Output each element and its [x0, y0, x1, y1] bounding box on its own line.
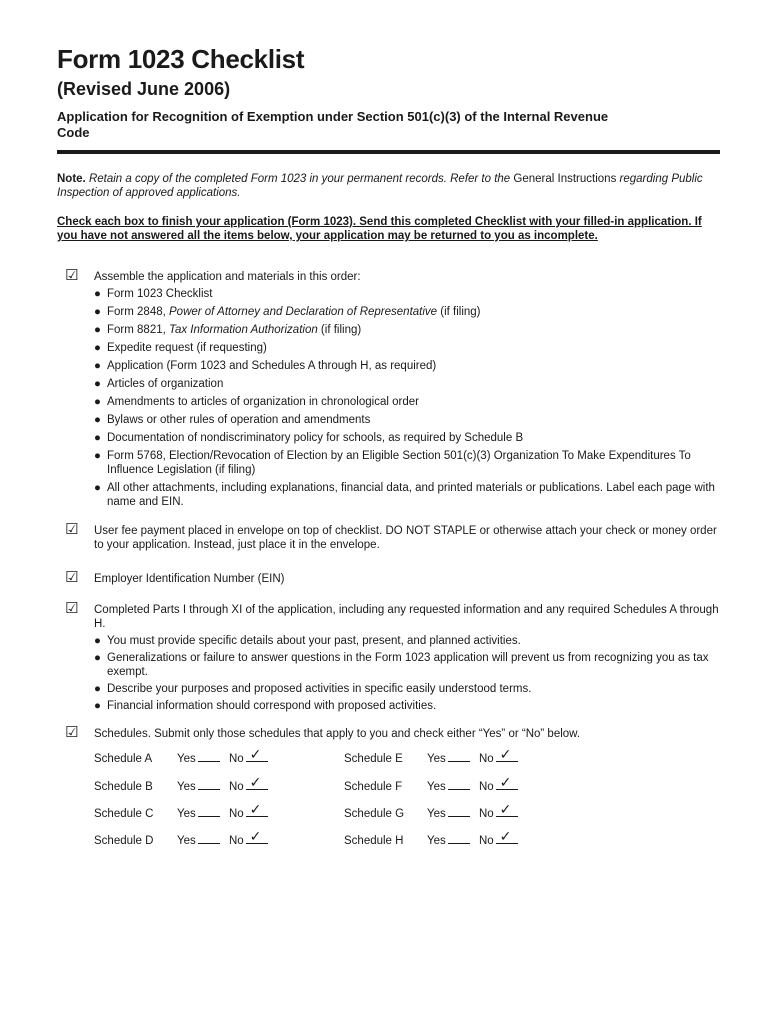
- bullet-icon: ●: [94, 635, 101, 647]
- bullet-icon: ●: [94, 652, 101, 664]
- no-field[interactable]: [496, 828, 518, 844]
- page-title: Form 1023 Checklist: [57, 44, 305, 74]
- yes-field[interactable]: [198, 833, 220, 844]
- note-text-1: Retain a copy of the completed Form 1023 in your permanent records. Refer to the: [88, 173, 511, 185]
- no-field[interactable]: [246, 774, 268, 790]
- no-label: No: [228, 753, 244, 765]
- bullet-icon: ●: [94, 378, 101, 390]
- no-field[interactable]: [496, 774, 518, 790]
- schedule-name: Schedule G: [344, 808, 405, 820]
- bullet-icon: ●: [94, 288, 101, 300]
- checked-box-icon[interactable]: ☑: [65, 267, 79, 284]
- schedule-row-a: [94, 746, 274, 766]
- yes-label: Yes: [177, 808, 196, 820]
- no-label: No: [478, 781, 494, 793]
- yes-label: Yes: [177, 781, 196, 793]
- yes-label: Yes: [427, 781, 446, 793]
- no-label: No: [478, 835, 494, 847]
- checked-box-icon[interactable]: ☑: [65, 569, 79, 586]
- bullet-item: ● Financial information should correspond with proposed activities.: [94, 700, 437, 712]
- note-label: Note.: [57, 173, 86, 185]
- bullet-icon: ●: [94, 360, 101, 372]
- yes-label: Yes: [427, 835, 446, 847]
- bullet-icon: ●: [94, 342, 101, 354]
- no-field[interactable]: [496, 746, 518, 762]
- schedule-row-g: [344, 801, 524, 821]
- bullet-icon: ●: [94, 324, 101, 336]
- check-mark-icon: ✓: [499, 774, 512, 790]
- check-mark-icon: ✓: [249, 801, 262, 817]
- item-text: User fee payment placed in envelope on top of checklist. DO NOT STAPLE or otherwise attach your check or money order to your application. Instead, just place it in the envelope.: [94, 525, 717, 551]
- bullet-item: ● Form 5768, Election/Revocation of Election by an Eligible Section 501(c)(3) Organization To Make Expenditures To Influence Legislation (if filing): [94, 450, 691, 476]
- bullet-icon: ●: [94, 700, 101, 712]
- yes-label: Yes: [177, 753, 196, 765]
- bullet-icon: ●: [94, 306, 101, 318]
- schedule-row-h: [344, 828, 524, 848]
- bullet-item: ● Articles of organization: [94, 378, 224, 390]
- checked-box-icon[interactable]: ☑: [65, 521, 79, 538]
- bullet-icon: ●: [94, 450, 101, 462]
- no-field[interactable]: [246, 801, 268, 817]
- no-label: No: [228, 835, 244, 847]
- yes-label: Yes: [427, 808, 446, 820]
- check-mark-icon: ✓: [499, 746, 512, 762]
- item-text: Employer Identification Number (EIN): [94, 573, 285, 585]
- divider: [57, 150, 720, 154]
- schedule-name: Schedule E: [344, 753, 403, 765]
- check-mark-icon: ✓: [499, 801, 512, 817]
- item-text: Completed Parts I through XI of the application, including any requested information and any required Schedules A through H.: [94, 604, 719, 630]
- check-mark-icon: ✓: [249, 774, 262, 790]
- schedule-name: Schedule F: [344, 781, 403, 793]
- schedule-row-f: [344, 774, 524, 794]
- checklist-item-completed-parts: [57, 600, 722, 716]
- yes-field[interactable]: [448, 779, 470, 790]
- no-label: No: [478, 753, 494, 765]
- yes-field[interactable]: [198, 779, 220, 790]
- no-field[interactable]: [246, 828, 268, 844]
- note-text-3: regarding Public Inspection of approved applications.: [57, 173, 703, 199]
- bullet-item: ● You must provide specific details about your past, present, and planned activities.: [94, 635, 521, 647]
- no-label: No: [478, 808, 494, 820]
- yes-label: Yes: [427, 753, 446, 765]
- checklist-item-ein: [57, 569, 722, 586]
- check-mark-icon: ✓: [249, 828, 262, 844]
- bullet-item: ● Amendments to articles of organization in chronological order: [94, 396, 419, 408]
- schedule-name: Schedule H: [344, 835, 404, 847]
- no-label: No: [228, 781, 244, 793]
- item-text: Schedules. Submit only those schedules that apply to you and check either “Yes” or “No” below.: [94, 728, 581, 740]
- schedule-name: Schedule B: [94, 781, 153, 793]
- bullet-item: ● Application (Form 1023 and Schedules A through H, as required): [94, 360, 437, 372]
- bullet-item: ● Form 2848, Power of Attorney and Declaration of Representative (if filing): [94, 306, 481, 318]
- no-field[interactable]: [246, 746, 268, 762]
- bullet-icon: ●: [94, 482, 101, 494]
- schedule-name: Schedule A: [94, 753, 153, 765]
- bullet-icon: ●: [94, 432, 101, 444]
- checked-box-icon[interactable]: ☑: [65, 600, 79, 617]
- bullet-icon: ●: [94, 396, 101, 408]
- no-label: No: [228, 808, 244, 820]
- bullet-icon: ●: [94, 683, 101, 695]
- bullet-item: ● Documentation of nondiscriminatory policy for schools, as required by Schedule B: [94, 432, 524, 444]
- yes-field[interactable]: [448, 833, 470, 844]
- bullet-item: ● Form 1023 Checklist: [94, 288, 213, 300]
- item-bullets: [94, 634, 722, 713]
- yes-label: Yes: [177, 835, 196, 847]
- schedule-name: Schedule C: [94, 808, 154, 820]
- schedule-row-d: [94, 828, 274, 848]
- checklist-item-assemble: [57, 267, 722, 513]
- item-text: Assemble the application and materials in this order:: [94, 271, 361, 283]
- yes-field[interactable]: [448, 751, 470, 762]
- bullet-item: ● Generalizations or failure to answer questions in the Form 1023 application will prevent us from recognizing you as tax exempt.: [94, 652, 709, 678]
- bullet-item: ● Bylaws or other rules of operation and amendments: [94, 414, 371, 426]
- note-link-general-instructions: General Instructions: [513, 173, 617, 185]
- check-mark-icon: ✓: [249, 746, 262, 762]
- bullet-item: ● Describe your purposes and proposed activities in specific easily understood terms.: [94, 683, 532, 695]
- form-heading: Application for Recognition of Exemption under Section 501(c)(3) of the Internal Revenue Code: [57, 109, 609, 140]
- page-subtitle: (Revised June 2006): [57, 79, 231, 99]
- bullet-icon: ●: [94, 414, 101, 426]
- schedule-row-b: [94, 774, 274, 794]
- yes-field[interactable]: [198, 806, 220, 817]
- yes-field[interactable]: [198, 751, 220, 762]
- checklist-item-schedules: [57, 724, 722, 741]
- instruction-text: Check each box to finish your application (Form 1023). Send this completed Checklist with your filled-in application. If you have not answered all the items below, your application may be returned to you as incomplete.: [57, 216, 702, 242]
- no-field[interactable]: [496, 801, 518, 817]
- schedule-row-e: [344, 746, 524, 766]
- bullet-item: ● Form 8821, Tax Information Authorization (if filing): [94, 324, 362, 336]
- item-bullets: [94, 287, 722, 509]
- checklist-item-user-fee: [57, 521, 722, 552]
- yes-field[interactable]: [448, 806, 470, 817]
- schedule-name: Schedule D: [94, 835, 154, 847]
- bullet-item: ● All other attachments, including explanations, financial data, and printed materials or publications. Label each page with name and EIN.: [94, 482, 715, 508]
- schedule-row-c: [94, 801, 274, 821]
- bullet-item: ● Expedite request (if requesting): [94, 342, 267, 354]
- note-paragraph: [57, 172, 707, 200]
- checked-box-icon[interactable]: ☑: [65, 724, 79, 741]
- check-mark-icon: ✓: [499, 828, 512, 844]
